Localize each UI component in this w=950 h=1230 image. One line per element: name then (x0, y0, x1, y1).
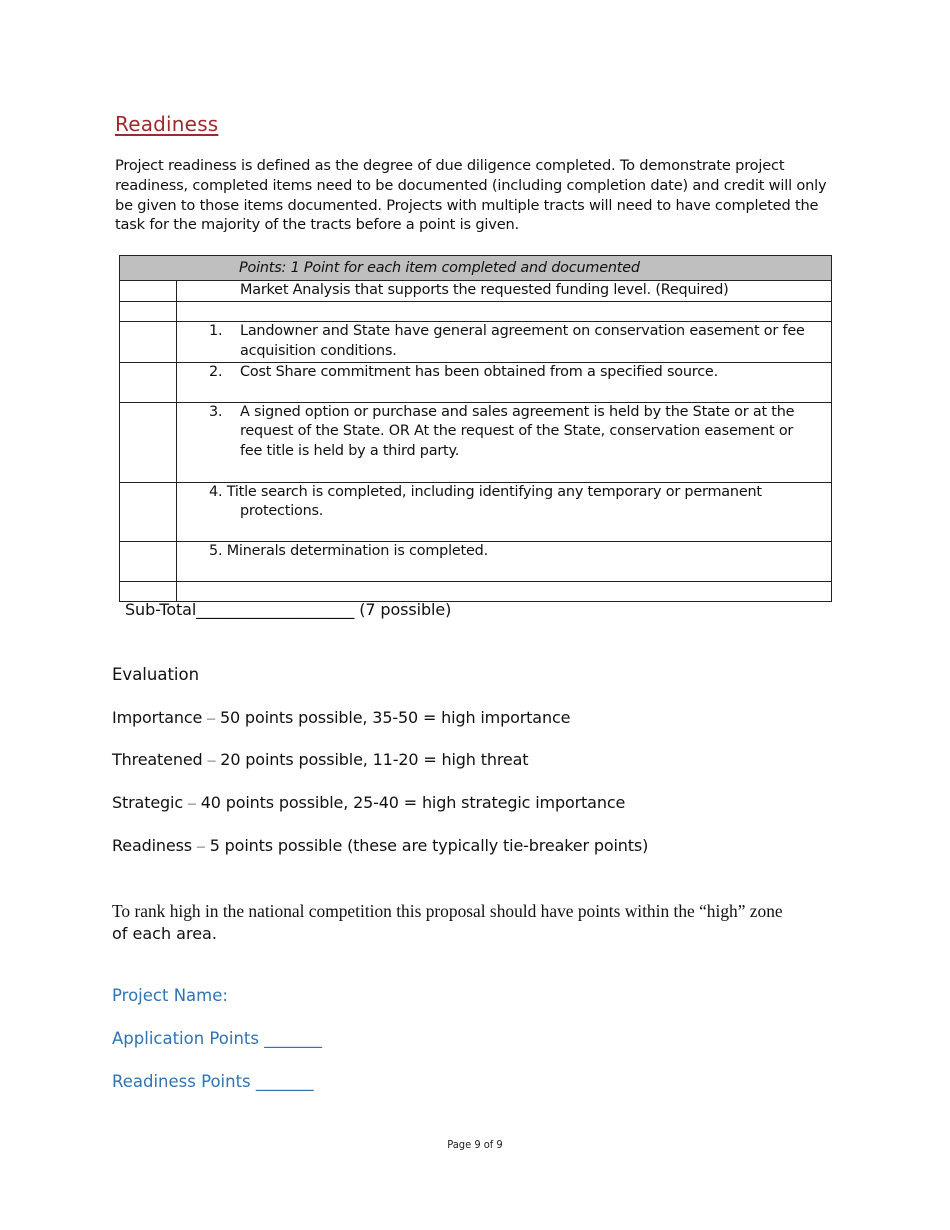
evaluation-line: Threatened – 20 points possible, 11-20 = high threat (112, 750, 529, 769)
list-item: 3. A signed option or purchase and sales agreement is held by the State or at the request of the State. OR At the request of the State, conservation easement or fee title is held by a third party. (209, 403, 795, 460)
table-row (120, 362, 832, 402)
page-number: Page 9 of 9 (447, 1138, 503, 1151)
project-name-field: Project Name: (112, 986, 228, 1005)
ranking-note: To rank high in the national competition this proposal should have points within the “high” zone of each area. (112, 901, 783, 943)
evaluation-line: Readiness – 5 points possible (these are typically tie-breaker points) (112, 836, 649, 855)
section-heading: Readiness (115, 112, 219, 136)
readiness-points-field: Readiness Points _______ (112, 1072, 314, 1091)
evaluation-title: Evaluation (112, 665, 200, 684)
list-item: 4. Title search is completed, including identifying any temporary or permanent protections. (209, 483, 762, 520)
table-row (120, 302, 832, 322)
list-item: 1. Landowner and State have general agreement on conservation easement or fee acquisition conditions. (209, 323, 805, 359)
evaluation-line: Importance – 50 points possible, 35-50 = high importance (112, 708, 571, 727)
evaluation-line: Strategic – 40 points possible, 25-40 = high strategic importance (112, 793, 626, 812)
readiness-table (119, 255, 832, 602)
table-row (120, 482, 832, 541)
list-item: 2. Cost Share commitment has been obtained from a specified source. (209, 363, 718, 380)
application-points-field: Application Points _______ (112, 1029, 322, 1048)
table-row (120, 541, 832, 581)
intro-paragraph: Project readiness is defined as the degree of due diligence completed. To demonstrate project readiness, completed items need to be documented (including completion date) and credit will only be given to those items documented. Projects with multiple tracts will need to have completed the task for the majority of the tracts before a point is given. (115, 157, 827, 234)
table-row (120, 322, 832, 363)
subtotal-line: Sub-Total____________________ (7 possible) (125, 600, 452, 619)
table-header: Points: 1 Point for each item completed and documented (120, 256, 832, 281)
table-header-row (120, 256, 832, 281)
table-row (120, 281, 832, 302)
table-row (120, 581, 832, 601)
table-row (120, 402, 832, 482)
market-analysis-item: Market Analysis that supports the requested funding level. (Required) (240, 282, 729, 298)
list-item: 5. Minerals determination is completed. (209, 542, 488, 559)
